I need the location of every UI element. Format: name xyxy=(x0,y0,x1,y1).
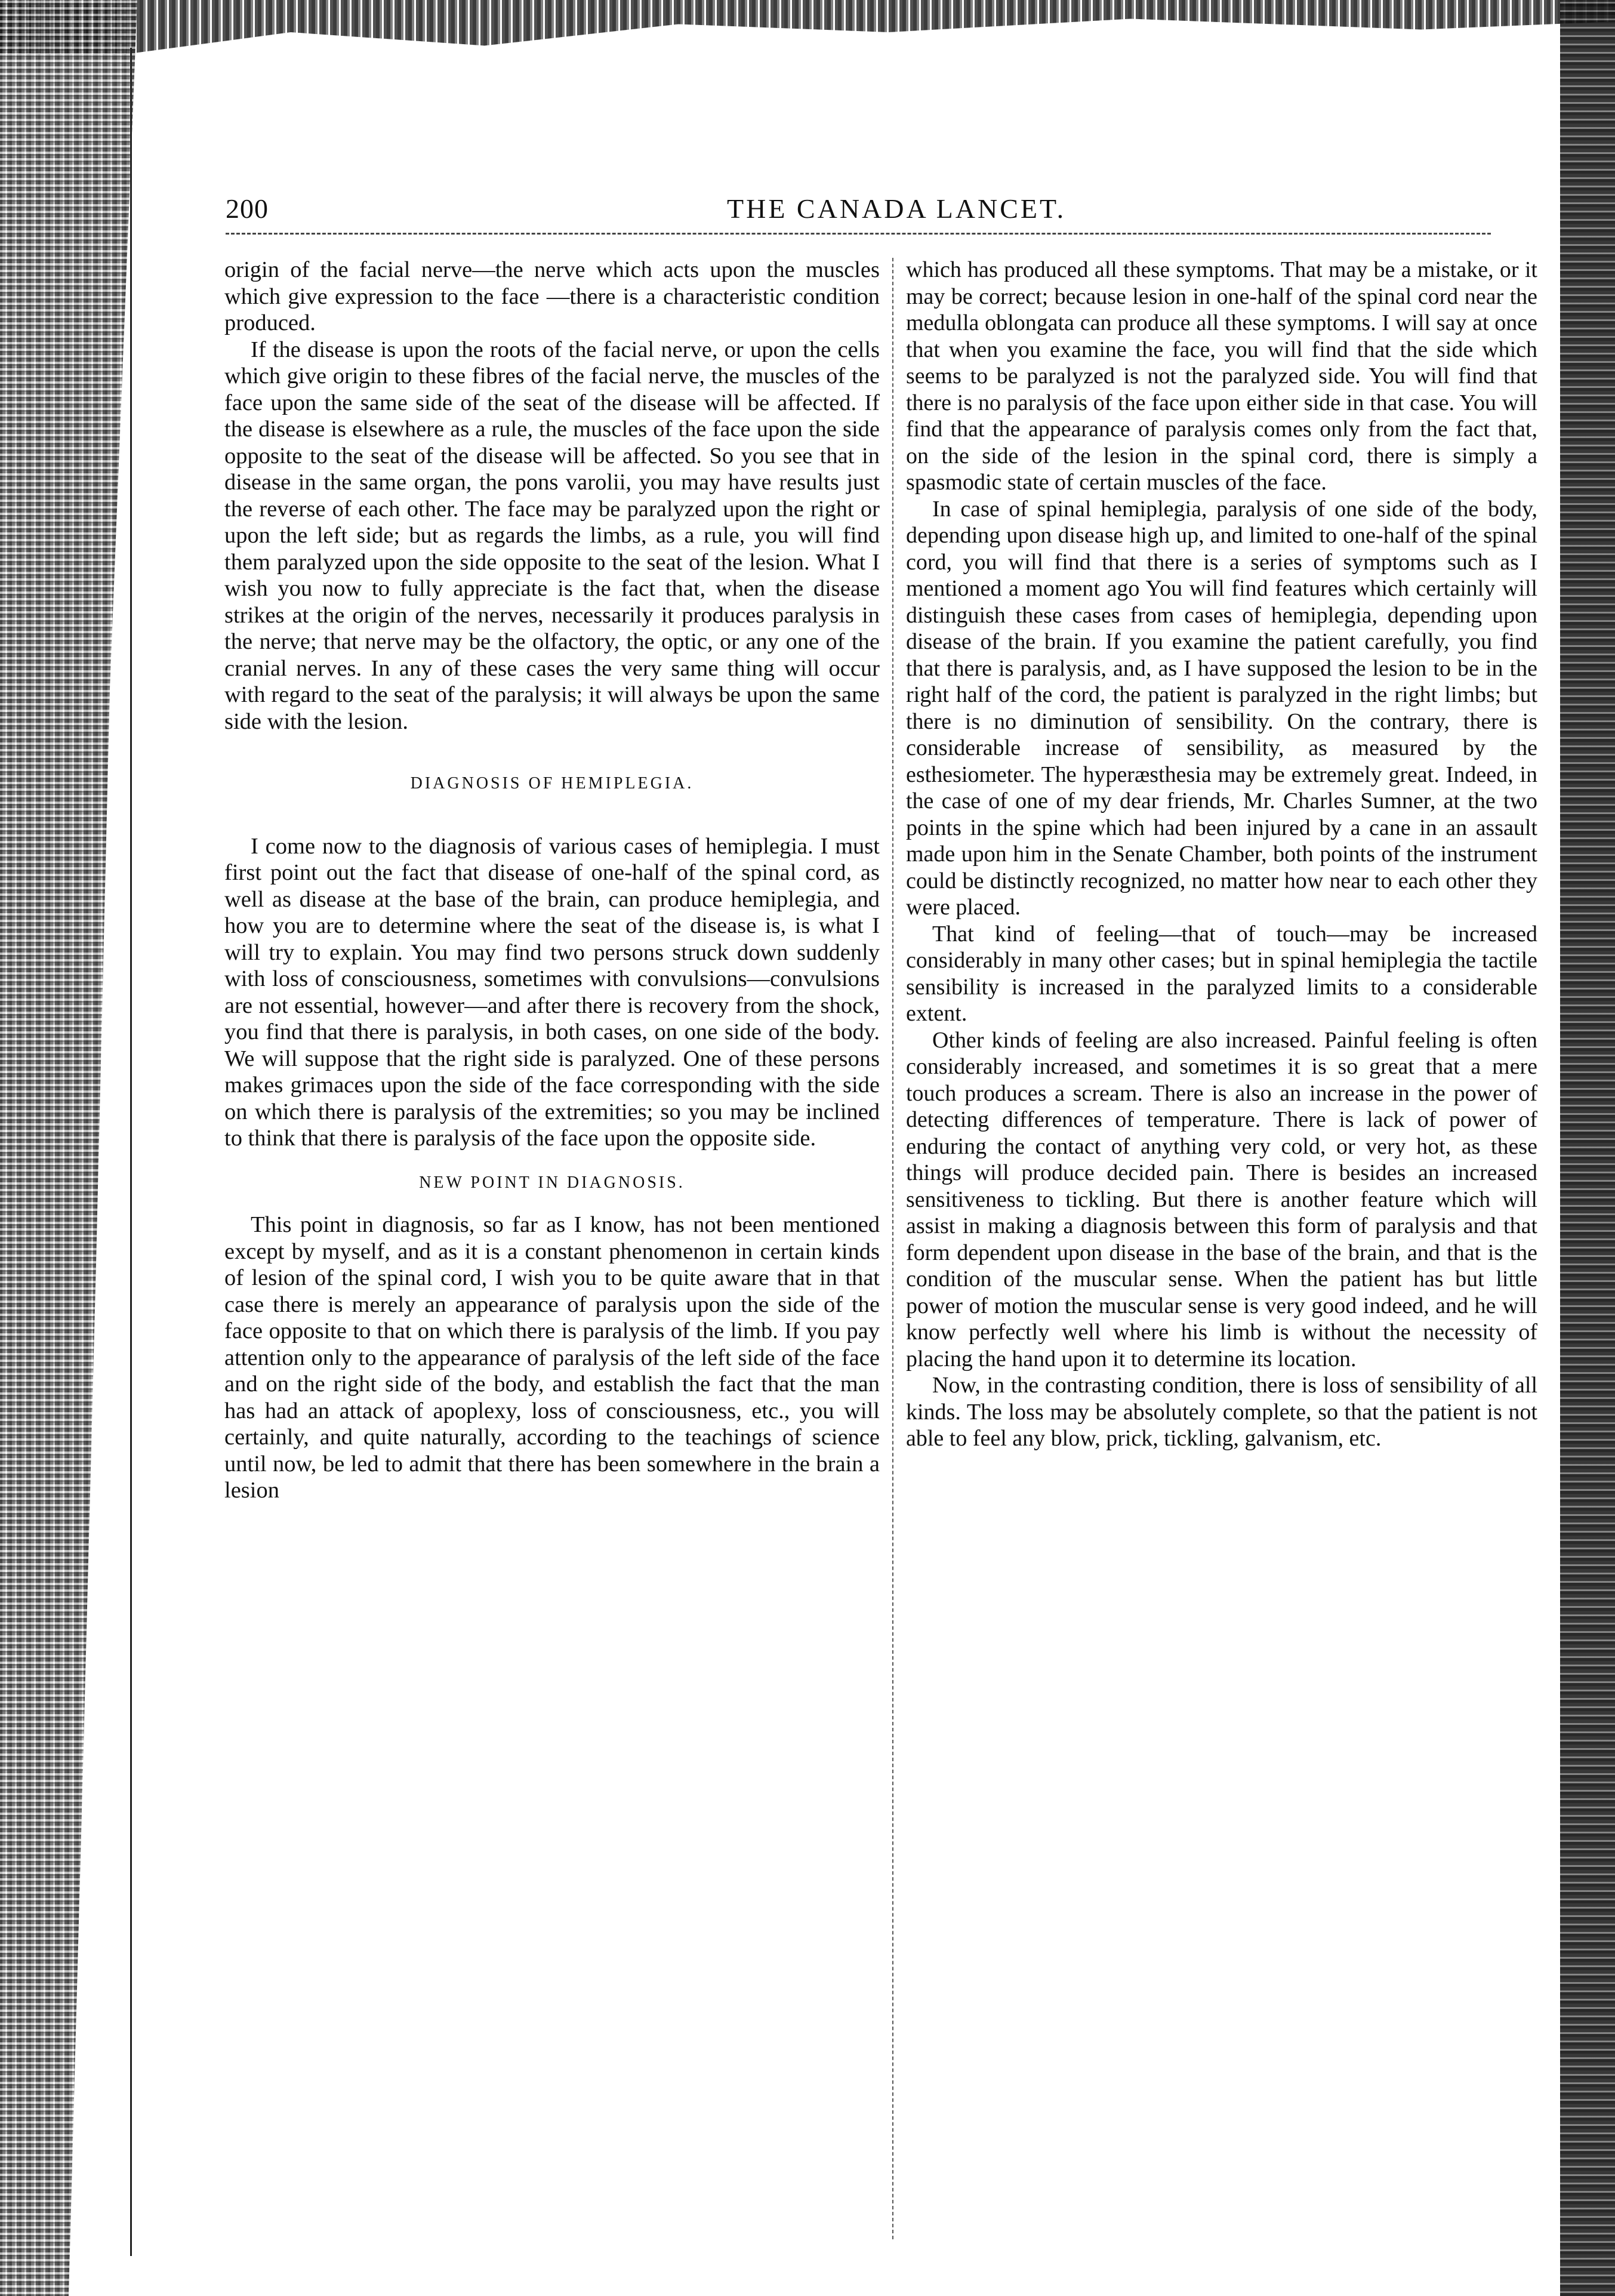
paragraph: In case of spinal hemiplegia, paralysis of one side of the body, depending upon disease high up, and limited to one-half of the spinal cord, you will find that there is a series of symptoms such as I mentioned a moment ago You will find features which certainly will distinguish these cases from cases of hemiplegia, depending upon disease of the brain. If you examine the patient carefully, you find that there is paralysis, and, as I have supposed the lesion to be in the right half of the cord, the patient is paralyzed in the right limbs; but there is no diminution of sensibility. On the contrary, there is considerable increase of sensibility, as measured by the esthesiometer. The hyperæsthesia may be extremely great. Indeed, in the case of one of my dear friends, Mr. Charles Sumner, at the two points in the spine which had been injured by a cane in an assault made upon him in the Senate Chamber, both points of the instrument could be distinctly recognized, no matter how near to each other they were placed. xyxy=(906,496,1537,920)
header-rule xyxy=(226,233,1491,235)
paragraph: That kind of feeling—that of touch—may be increased considerably in many other cases; but in spinal hemiplegia the tactile sensibility is increased in the paralyzed limits to a considerable extent. xyxy=(906,921,1537,1026)
column-divider xyxy=(892,258,893,2239)
paragraph: Other kinds of feeling are also increased. Painful feeling is often considerably increased, and sometimes it is so great that a mere touch produces a scream. There is also an increase in the power of detecting differences of temperature. There is lack of power of enduring the contact of anything very cold, or very hot, as these things will produce decided pain. There is besides an increased sensitiveness to tickling. But there is another feature which will assist in making a diagnosis between this form of paralysis and that form dependent upon disease in the base of the brain, and that is the condition of the muscular sense. When the patient has but little power of motion the muscular sense is very good indeed, and he will know perfectly well where his limb is without the necessity of placing the hand upon it to determine its location. xyxy=(906,1027,1537,1372)
scan-edge-top xyxy=(0,0,1615,54)
section-heading: DIAGNOSIS OF HEMIPLEGIA. xyxy=(410,774,694,793)
left-column xyxy=(224,257,880,1504)
paragraph: If the disease is upon the roots of the facial nerve, or upon the cells which give origin to these fibres of the facial nerve, the muscles of the face upon the same side of the seat of the disease will be affected. If the disease is elsewhere as a rule, the muscles of the face upon the side opposite to the seat of the disease will be affected. So you see that in disease in the same organ, the pons varolii, you may have results just the reverse of each other. The face may be paralyzed upon the right or upon the left side; but as regards the limbs, as a rule, you will find them paralyzed upon the side opposite to the seat of the lesion. What I wish you now to fully appreciate is the fact that, when the disease strikes at the origin of the nerves, necessarily it produces paralysis in the nerve; that nerve may be the olfactory, the optic, or any one of the cranial nerves. In any of these cases the very same thing will occur with regard to the seat of the paralysis; it will always be upon the same side with the lesion. xyxy=(224,337,880,734)
running-title: THE CANADA LANCET. xyxy=(727,193,1067,224)
paragraph: This point in diagnosis, so far as I know, has not been mentioned except by myself, and as it is a constant phenomenon in certain kinds of lesion of the spinal cord, I wish you to be quite aware that in that case there is merely an appearance of paralysis upon the side of the face opposite to that on which there is paralysis of the limb. If you pay attention only to the appearance of paralysis of the left side of the face and on the right side of the body, and establish the fact that the man has had an attack of apoplexy, loss of consciousness, etc., you will certainly, and quite naturally, according to the teachings of science until now, be led to admit that there has been somewhere in the brain a lesion xyxy=(224,1212,880,1503)
page-edge-line xyxy=(130,48,132,2256)
page-header xyxy=(226,193,1491,229)
paragraph: Now, in the contrasting condition, there is loss of sensibility of all kinds. The loss may be absolutely complete, so that the patient is not able to feel any blow, prick, tickling, galvanism, etc. xyxy=(906,1373,1537,1451)
right-column xyxy=(906,257,1537,1452)
page-number: 200 xyxy=(226,193,269,224)
scan-edge-left xyxy=(0,0,137,2296)
section-heading: NEW POINT IN DIAGNOSIS. xyxy=(419,1173,685,1192)
paragraph: I come now to the diagnosis of various cases of hemiplegia. I must first point out the fact that disease of one-half of the spinal cord, as well as disease at the base of the brain, can produce hemiplegia, and how you are to determine where the seat of the disease is, is what I will try to explain. You may find two persons struck down suddenly with loss of consciousness, sometimes with convulsions—convulsions are not essential, however—and after there is recovery from the shock, you find that there is paralysis, in both cases, on one side of the body. We will suppose that the right side is paralyzed. One of these persons makes grimaces upon the side of the face corresponding with the side on which there is paralysis of the extremities; so you may be inclined to think that there is paralysis of the face upon the opposite side. xyxy=(224,833,880,1151)
paragraph: origin of the facial nerve—the nerve which acts upon the muscles which give expression to the face —there is a characteristic condition produced. xyxy=(224,257,880,335)
scan-edge-right xyxy=(1560,0,1615,2296)
paragraph: which has produced all these symptoms. That may be a mistake, or it may be correct; because lesion in one-half of the spinal cord near the medulla oblongata can produce all these symptoms. I will say at once that when you examine the face, you will find that the side which seems to be paralyzed is not the paralyzed side. You will find that there is no paralysis of the face upon either side in that case. You will find that the appearance of paralysis comes only from the fact that, on the side of the lesion in the spinal cord, there is simply a spasmodic state of certain muscles of the face. xyxy=(906,257,1537,495)
